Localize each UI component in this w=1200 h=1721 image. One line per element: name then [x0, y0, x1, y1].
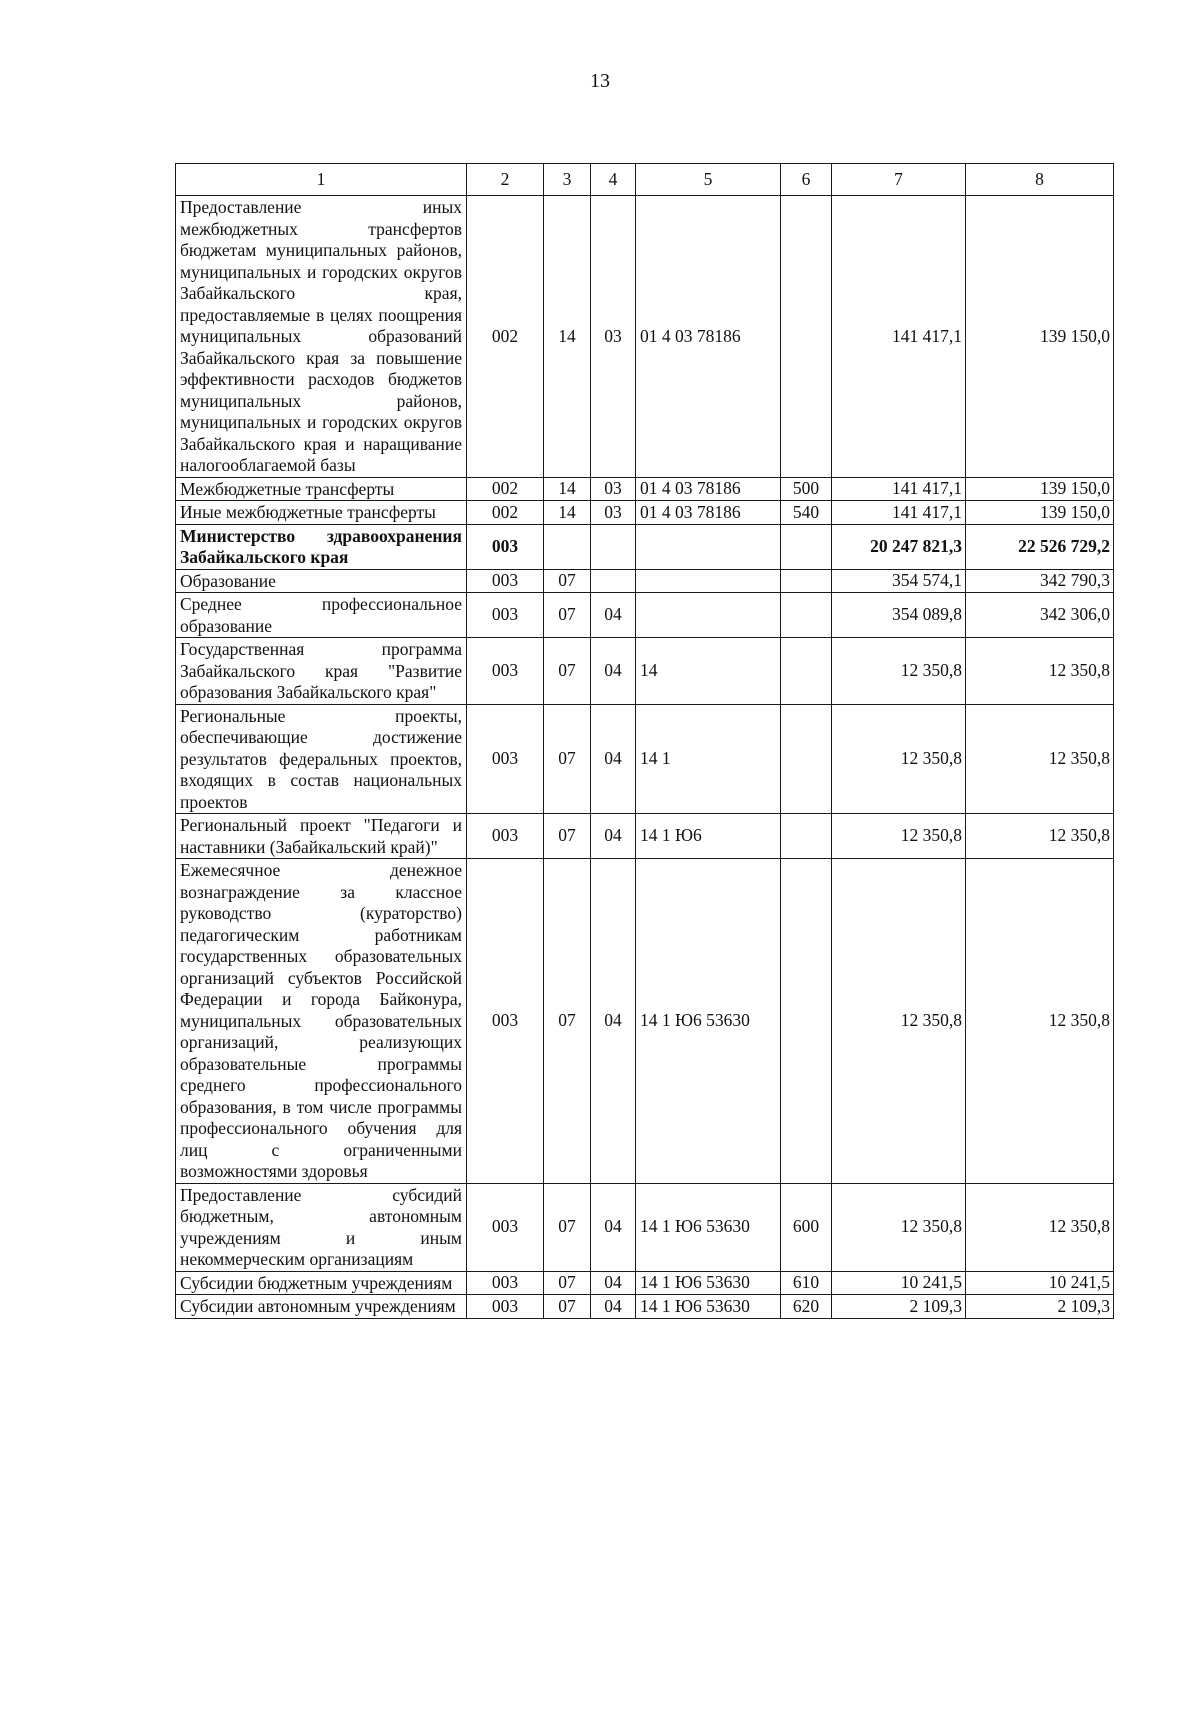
- column-header: 5: [636, 164, 781, 196]
- amount-col-7: 12 350,8: [832, 814, 966, 859]
- expense-type-code: [781, 196, 832, 478]
- expense-type-code: 620: [781, 1295, 832, 1319]
- target-article-code: 14 1 Ю6 53630: [636, 1295, 781, 1319]
- row-name: Иные межбюджетные трансферты: [176, 501, 467, 525]
- section-code: 14: [544, 196, 591, 478]
- subsection-code: 03: [591, 196, 636, 478]
- section-code: 14: [544, 501, 591, 525]
- table-row: [176, 1183, 1114, 1271]
- row-name: Министерство здравоохранения Забайкальского края: [176, 524, 467, 569]
- amount-col-8: 12 350,8: [966, 638, 1114, 705]
- expense-type-code: [781, 569, 832, 593]
- ministry-code: 003: [467, 1271, 544, 1295]
- table-row: [176, 477, 1114, 501]
- target-article-code: 14: [636, 638, 781, 705]
- expense-type-code: 600: [781, 1183, 832, 1271]
- ministry-code: 002: [467, 196, 544, 478]
- row-name: Субсидии автономным учреждениям: [176, 1295, 467, 1319]
- subsection-code: 03: [591, 477, 636, 501]
- amount-col-8: 342 306,0: [966, 593, 1114, 638]
- amount-col-7: 2 109,3: [832, 1295, 966, 1319]
- section-code: 07: [544, 593, 591, 638]
- expense-type-code: 540: [781, 501, 832, 525]
- target-article-code: [636, 524, 781, 569]
- subsection-code: 04: [591, 638, 636, 705]
- amount-col-7: 354 089,8: [832, 593, 966, 638]
- amount-col-8: 12 350,8: [966, 704, 1114, 814]
- section-code: 14: [544, 477, 591, 501]
- amount-col-8: 139 150,0: [966, 501, 1114, 525]
- expense-type-code: [781, 593, 832, 638]
- target-article-code: 14 1 Ю6 53630: [636, 1183, 781, 1271]
- target-article-code: 14 1 Ю6 53630: [636, 859, 781, 1184]
- column-header: 4: [591, 164, 636, 196]
- table-row: [176, 704, 1114, 814]
- target-article-code: 14 1: [636, 704, 781, 814]
- amount-col-7: 12 350,8: [832, 1183, 966, 1271]
- target-article-code: 14 1 Ю6 53630: [636, 1271, 781, 1295]
- target-article-code: 01 4 03 78186: [636, 501, 781, 525]
- target-article-code: [636, 569, 781, 593]
- column-header: 8: [966, 164, 1114, 196]
- amount-col-7: 20 247 821,3: [832, 524, 966, 569]
- amount-col-8: 22 526 729,2: [966, 524, 1114, 569]
- table-row: [176, 814, 1114, 859]
- section-code: 07: [544, 1271, 591, 1295]
- amount-col-8: 12 350,8: [966, 859, 1114, 1184]
- table-row: [176, 569, 1114, 593]
- section-code: 07: [544, 638, 591, 705]
- section-code: 07: [544, 704, 591, 814]
- ministry-code: 002: [467, 501, 544, 525]
- table-row: [176, 1271, 1114, 1295]
- amount-col-8: 2 109,3: [966, 1295, 1114, 1319]
- target-article-code: 14 1 Ю6: [636, 814, 781, 859]
- amount-col-8: 12 350,8: [966, 814, 1114, 859]
- amount-col-7: 354 574,1: [832, 569, 966, 593]
- section-code: 07: [544, 1295, 591, 1319]
- table-row: [176, 524, 1114, 569]
- table-row: [176, 196, 1114, 478]
- row-name: Региональные проекты, обеспечивающие достижение результатов федеральных проектов, входящих в состав национальных проектов: [176, 704, 467, 814]
- row-name: Образование: [176, 569, 467, 593]
- ministry-code: 003: [467, 638, 544, 705]
- ministry-code: 003: [467, 524, 544, 569]
- table-row: [176, 593, 1114, 638]
- row-name: Среднее профессиональное образование: [176, 593, 467, 638]
- subsection-code: 04: [591, 1295, 636, 1319]
- amount-col-8: 139 150,0: [966, 196, 1114, 478]
- subsection-code: 04: [591, 1271, 636, 1295]
- subsection-code: [591, 524, 636, 569]
- subsection-code: 04: [591, 859, 636, 1184]
- expense-type-code: 610: [781, 1271, 832, 1295]
- ministry-code: 003: [467, 569, 544, 593]
- ministry-code: 003: [467, 1295, 544, 1319]
- column-header: 3: [544, 164, 591, 196]
- column-header: 2: [467, 164, 544, 196]
- expense-type-code: [781, 859, 832, 1184]
- subsection-code: 04: [591, 593, 636, 638]
- subsection-code: 04: [591, 704, 636, 814]
- amount-col-8: 342 790,3: [966, 569, 1114, 593]
- expense-type-code: [781, 524, 832, 569]
- ministry-code: 003: [467, 814, 544, 859]
- amount-col-7: 141 417,1: [832, 501, 966, 525]
- amount-col-7: 141 417,1: [832, 196, 966, 478]
- row-name: Межбюджетные трансферты: [176, 477, 467, 501]
- amount-col-8: 12 350,8: [966, 1183, 1114, 1271]
- expense-type-code: 500: [781, 477, 832, 501]
- amount-col-7: 10 241,5: [832, 1271, 966, 1295]
- expense-type-code: [781, 704, 832, 814]
- ministry-code: 003: [467, 1183, 544, 1271]
- subsection-code: [591, 569, 636, 593]
- section-code: [544, 524, 591, 569]
- amount-col-7: 12 350,8: [832, 704, 966, 814]
- ministry-code: 003: [467, 859, 544, 1184]
- target-article-code: 01 4 03 78186: [636, 196, 781, 478]
- column-header: 1: [176, 164, 467, 196]
- target-article-code: [636, 593, 781, 638]
- table-row: [176, 859, 1114, 1184]
- amount-col-7: 12 350,8: [832, 859, 966, 1184]
- section-code: 07: [544, 814, 591, 859]
- expense-type-code: [781, 638, 832, 705]
- target-article-code: 01 4 03 78186: [636, 477, 781, 501]
- row-name: Предоставление иных межбюджетных трансфертов бюджетам муниципальных районов, муниципальных и городских округов Забайкальского края, предоставляемые в целях поощрения муниципальных образований Забайкальского края за повышение эффективности расходов бюджетов муниципальных районов, муниципальных и городских округов Забайкальского края и наращивание налогооблагаемой базы: [176, 196, 467, 478]
- page-number: 13: [590, 70, 610, 92]
- subsection-code: 03: [591, 501, 636, 525]
- table-row: [176, 638, 1114, 705]
- column-header: 6: [781, 164, 832, 196]
- section-code: 07: [544, 569, 591, 593]
- ministry-code: 003: [467, 704, 544, 814]
- column-header: 7: [832, 164, 966, 196]
- subsection-code: 04: [591, 1183, 636, 1271]
- section-code: 07: [544, 859, 591, 1184]
- budget-table: [175, 163, 1114, 1319]
- table-row: [176, 501, 1114, 525]
- ministry-code: 002: [467, 477, 544, 501]
- row-name: Региональный проект "Педагоги и наставники (Забайкальский край)": [176, 814, 467, 859]
- amount-col-7: 141 417,1: [832, 477, 966, 501]
- amount-col-8: 10 241,5: [966, 1271, 1114, 1295]
- row-name: Ежемесячное денежное вознаграждение за классное руководство (кураторство) педагогическим работникам государственных образовательных организаций субъектов Российской Федерации и города Байконура, муниципальных образовательных организаций, реализующих образовательные программы среднего профессионального образования, в том числе программы профессионального обучения для лиц с ограниченными возможностями здоровья: [176, 859, 467, 1184]
- row-name: Предоставление субсидий бюджетным, автономным учреждениям и иным некоммерческим организациям: [176, 1183, 467, 1271]
- amount-col-8: 139 150,0: [966, 477, 1114, 501]
- table-row: [176, 1295, 1114, 1319]
- row-name: Государственная программа Забайкальского края "Развитие образования Забайкальского края": [176, 638, 467, 705]
- header-row: [176, 164, 1114, 196]
- ministry-code: 003: [467, 593, 544, 638]
- section-code: 07: [544, 1183, 591, 1271]
- expense-type-code: [781, 814, 832, 859]
- subsection-code: 04: [591, 814, 636, 859]
- row-name: Субсидии бюджетным учреждениям: [176, 1271, 467, 1295]
- amount-col-7: 12 350,8: [832, 638, 966, 705]
